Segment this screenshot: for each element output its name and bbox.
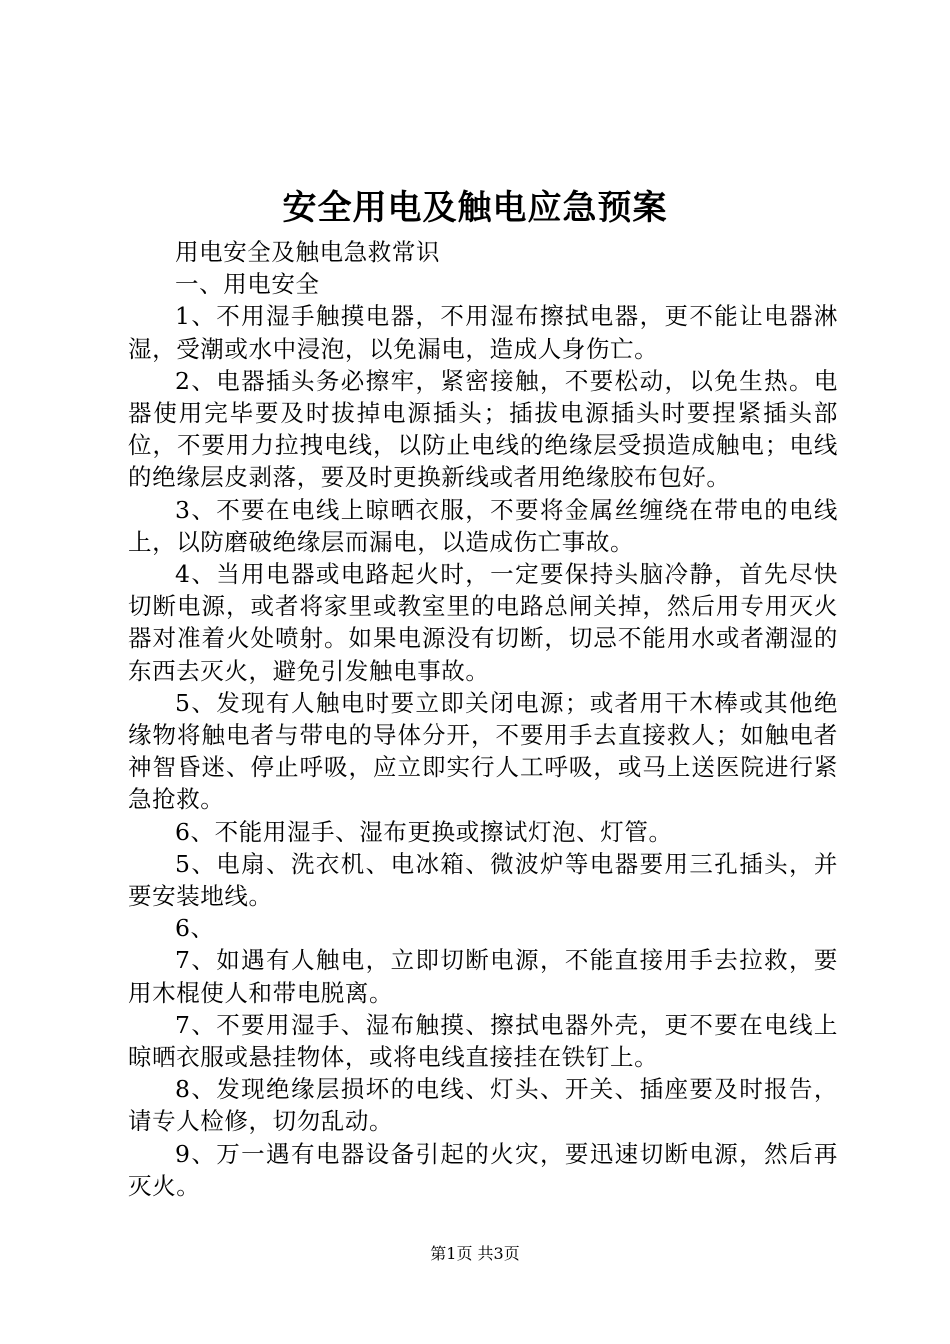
list-item: 8、发现绝缘层损坏的电线、灯头、开关、插座要及时报告，请专人检修，切勿乱动。 — [128, 1075, 838, 1136]
list-item: 6、不能用湿手、湿布更换或擦试灯泡、灯管。 — [175, 817, 673, 846]
list-item: 7、不要用湿手、湿布触摸、擦拭电器外壳，更不要在电线上晾晒衣服或悬挂物体，或将电线直接挂在铁钉上。 — [128, 1010, 838, 1072]
document-body — [128, 236, 838, 1202]
list-item: 3、不要在电线上晾晒衣服，不要将金属丝缠绕在带电的电线上，以防磨破绝缘层而漏电，以造成伤亡事故。 — [128, 495, 838, 556]
page-number-footer: 第1页 共3页 — [430, 1244, 520, 1263]
list-item: 2、电器插头务必擦牢，紧密接触，不要松动，以免生热。电器使用完毕要及时拔掉电源插头；插拔电源插头时要捏紧插头部位，不要用力拉拽电线，以防止电线的绝缘层受损造成触电；电线的绝缘层皮剥落，要及时更换新线或者用绝缘胶布包好。 — [128, 366, 838, 492]
section-heading: 一、用电安全 — [175, 270, 320, 299]
subtitle-paragraph: 用电安全及触电急救常识 — [175, 238, 441, 266]
list-item: 5、电扇、洗衣机、电冰箱、微波炉等电器要用三孔插头，并要安装地线。 — [128, 849, 838, 911]
document-title: 安全用电及触电应急预案 — [282, 188, 668, 228]
list-item: 4、当用电器或电路起火时，一定要保持头脑冷静，首先尽快切断电源，或者将家里或教室里的电路总闸关掉，然后用专用灭火器对准着火处喷射。如果电源没有切断，切忌不能用水或者潮湿的东西去灭火，避免引发触电事故。 — [128, 560, 838, 685]
list-item: 1、不用湿手触摸电器，不用湿布擦拭电器，更不能让电器淋湿，受潮或水中浸泡，以免漏电，造成人身伤亡。 — [128, 302, 838, 363]
list-item: 6、 — [175, 914, 215, 943]
list-item: 5、发现有人触电时要立即关闭电源；或者用干木棒或其他绝缘物将触电者与带电的导体分开，不要用手去直接救人；如触电者神智昏迷、停止呼吸，应立即实行人工呼吸，或马上送医院进行紧急抢救。 — [128, 688, 838, 814]
list-item: 7、如遇有人触电，立即切断电源，不能直接用手去拉救，要用木棍使人和带电脱离。 — [128, 946, 838, 1007]
list-item: 9、万一遇有电器设备引起的火灾，要迅速切断电源，然后再灭火。 — [128, 1139, 838, 1200]
